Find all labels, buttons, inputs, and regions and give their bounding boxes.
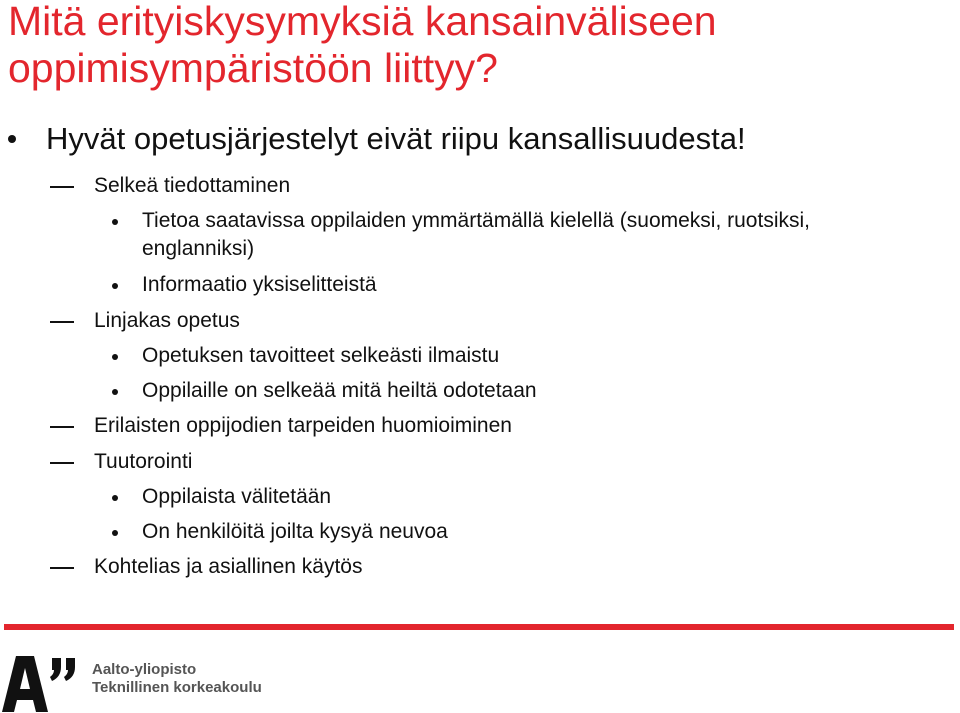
sub-sub-bullet-text: On henkilöitä joilta kysyä neuvoa [142,520,448,543]
dash-icon [50,462,74,464]
bullet-dot-icon [112,283,118,289]
sub-sub-bullet-text: englanniksi) [142,237,255,260]
aalto-a-logo-icon [2,656,82,712]
slide-title-line-2: oppimisympäristöön liittyy? [8,45,498,91]
sub-sub-bullet-text: Informaatio yksiselitteistä [142,273,377,296]
bullet-dot-icon [112,219,118,225]
main-bullet-text: Hyvät opetusjärjestelyt eivät riipu kansallisuudesta! [46,121,746,156]
sub-bullet-text: Kohtelias ja asiallinen käytös [94,555,363,578]
slide-title-line-1: Mitä erityiskysymyksiä kansainväliseen [8,0,717,44]
sub-bullet-text: Tuutorointi [94,450,193,473]
sub-sub-bullet-text: Tietoa saatavissa oppilaiden ymmärtämällä kielellä (suomeksi, ruotsiksi, [142,209,810,232]
bullet-dot-icon [112,530,118,536]
sub-sub-bullet-text: Oppilaista välitetään [142,485,332,508]
dash-icon [50,567,74,569]
org-line-1: Aalto-yliopisto [92,661,197,678]
sub-bullet-text: Linjakas opetus [94,309,240,332]
org-line-2: Teknillinen korkeakoulu [92,679,262,696]
organization-name [92,661,262,697]
bullet-dot-icon [112,354,118,360]
sub-sub-bullet-text: Oppilaille on selkeää mitä heiltä odotetaan [142,379,537,402]
bullet-dot-icon [112,389,118,395]
footer-divider [4,624,954,630]
dash-icon [50,321,74,323]
bullet-dot-icon [8,135,16,143]
sub-sub-bullet-text: Opetuksen tavoitteet selkeästi ilmaistu [142,344,500,367]
dash-icon [50,186,74,188]
sub-bullet-text: Erilaisten oppijodien tarpeiden huomioiminen [94,414,512,437]
dash-icon [50,426,74,428]
sub-bullet-text: Selkeä tiedottaminen [94,174,291,197]
bullet-dot-icon [112,495,118,501]
slide-title [8,0,958,92]
